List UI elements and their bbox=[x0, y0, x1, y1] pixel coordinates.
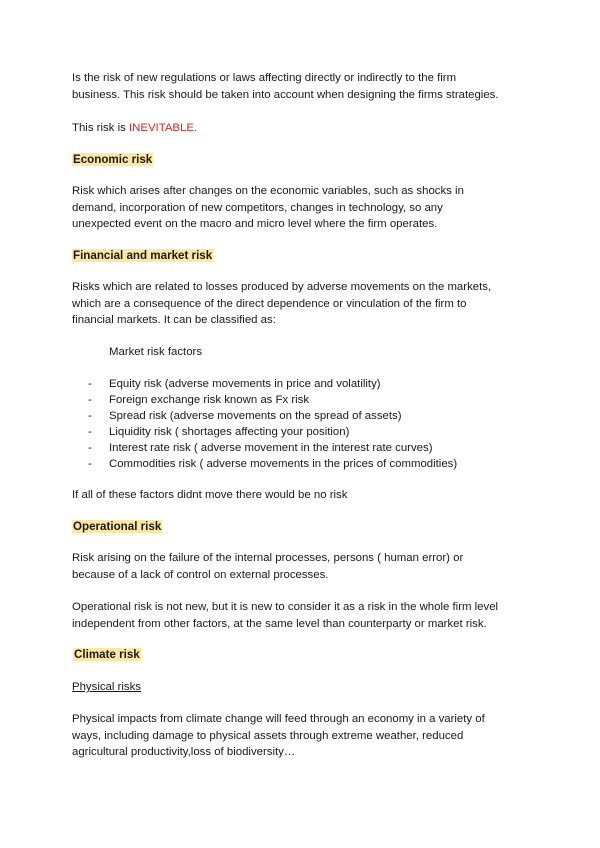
financial-line-1: Risks which are related to losses produced by adverse movements on the markets, bbox=[72, 281, 492, 293]
financial-line-3: financial markets. It can be classified as: bbox=[72, 314, 276, 326]
inevitable-prefix: This risk is bbox=[72, 122, 129, 134]
operational-risk-paragraph-2 bbox=[72, 599, 542, 632]
list-item: - Commodities risk ( adverse movements in the prices of commodities) bbox=[88, 456, 457, 472]
economic-line-3: unexpected event on the macro and micro level where the firm operates. bbox=[72, 218, 438, 230]
operational-p2-line-2: independent from other factors, at the same level than counterparty or market risk. bbox=[72, 617, 487, 630]
operational-p2-line-1: Operational risk is not new, but it is new to consider it as a risk in the whole firm level bbox=[72, 601, 499, 613]
list-item: - Equity risk (adverse movements in price and volatility) bbox=[88, 376, 457, 392]
intro-line-1: Is the risk of new regulations or laws affecting directly or indirectly to the firm bbox=[72, 72, 457, 84]
intro-line-2: business. This risk should be taken into account when designing the firms strategies. bbox=[72, 88, 499, 101]
economic-risk-heading: Economic risk bbox=[73, 153, 153, 166]
operational-p1-line-2: because of a lack of control on external processes. bbox=[72, 568, 329, 581]
list-item: - Liquidity risk ( shortages affecting your position) bbox=[88, 424, 457, 440]
economic-risk-paragraph bbox=[72, 183, 542, 233]
list-item: - Spread risk (adverse movements on the spread of assets) bbox=[88, 408, 457, 424]
physical-risks-subheading: Physical risks bbox=[72, 681, 141, 693]
climate-line-3: agricultural productivity,loss of biodiversity… bbox=[72, 746, 296, 758]
list-item: - Foreign exchange risk known as Fx risk bbox=[88, 392, 457, 408]
climate-line-2: ways, including damage to physical assets through extreme weather, reduced bbox=[72, 729, 464, 742]
financial-risk-paragraph bbox=[72, 279, 542, 329]
operational-p1-line-1: Risk arising on the failure of the internal processes, persons ( human error) or bbox=[72, 552, 464, 564]
intro-paragraph bbox=[72, 70, 542, 103]
climate-risk-heading: Climate risk bbox=[74, 648, 140, 661]
financial-closing-statement: If all of these factors didnt move there would be no risk bbox=[72, 489, 348, 501]
operational-risk-paragraph-1 bbox=[72, 550, 542, 583]
economic-line-2: demand, incorporation of new competitors, changes in technology, so any bbox=[72, 201, 443, 214]
market-risk-factors-list bbox=[88, 376, 457, 472]
financial-line-2: which are a consequence of the direct dependence or vinculation of the firm to bbox=[72, 297, 467, 310]
market-risk-factors-subheading: Market risk factors bbox=[109, 346, 203, 358]
list-item: - Interest rate risk ( adverse movement in the interest rate curves) bbox=[88, 440, 457, 456]
economic-line-1: Risk which arises after changes on the economic variables, such as shocks in bbox=[72, 185, 464, 197]
financial-risk-heading: Financial and market risk bbox=[73, 249, 213, 262]
inevitable-statement bbox=[72, 120, 542, 137]
climate-line-1: Physical impacts from climate change will feed through an economy in a variety of bbox=[72, 713, 485, 725]
inevitable-word: INEVITABLE. bbox=[128, 122, 198, 134]
operational-risk-heading: Operational risk bbox=[73, 520, 162, 533]
climate-risk-paragraph bbox=[72, 711, 542, 761]
